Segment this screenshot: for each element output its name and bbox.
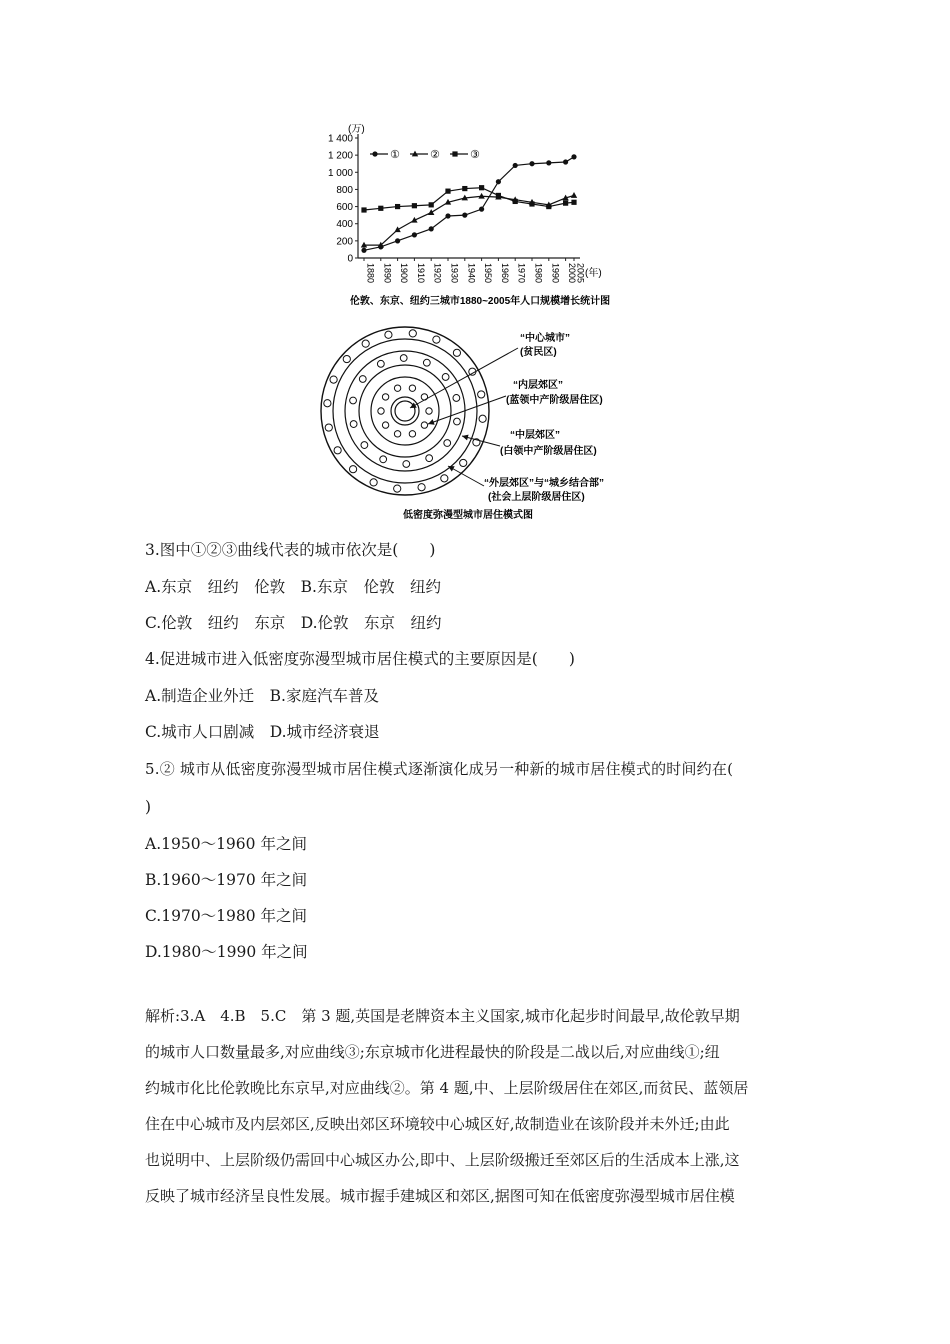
circle-marker: [513, 163, 518, 168]
square-marker: [479, 185, 484, 190]
question-4: 4.促进城市进入低密度弥漫型城市居住模式的主要原因是( ): [145, 650, 575, 668]
label-inner-suburb-desc: (蓝领中产阶级居住区): [506, 395, 603, 406]
circle-marker: [445, 213, 450, 218]
analysis-line: 住在中心城市及内层郊区,反映出郊区环境较中心城区好,故制造业在该阶段并未外迁;由此: [145, 1115, 730, 1133]
residence-dot: [380, 456, 387, 463]
residence-dot: [350, 397, 357, 404]
square-marker: [395, 204, 400, 209]
residence-dot: [324, 400, 331, 407]
residence-dot: [426, 455, 433, 462]
residence-dot: [377, 360, 384, 367]
label-center-city-desc: (贫民区): [520, 347, 557, 358]
question-3-options-cd: C.伦敦 纽约 东京 D.伦敦 东京 纽约: [145, 614, 442, 632]
circle-marker: [546, 160, 551, 165]
square-marker: [429, 202, 434, 207]
legend-label: ③: [470, 149, 480, 161]
residence-dot: [382, 394, 388, 400]
chart-y-unit: (万): [348, 124, 365, 135]
question-5-option-a: A.1950～1960 年之间: [145, 835, 307, 853]
residence-dot: [343, 355, 350, 362]
y-tick-label: 1 200: [327, 150, 353, 162]
square-marker: [462, 186, 467, 191]
x-tick-label: 1910: [415, 263, 426, 284]
triangle-marker: [571, 192, 577, 198]
label-outer-suburb: “外层郊区”与“城乡结合部”: [484, 478, 604, 489]
x-tick-label: 1950: [483, 263, 494, 284]
circle-marker: [529, 161, 534, 166]
residence-dot: [442, 374, 449, 381]
residence-dot: [453, 395, 460, 402]
residence-dot: [426, 408, 432, 414]
question-5-continued: ): [145, 798, 152, 816]
question-3-options-ab: A.东京 纽约 伦敦 B.东京 伦敦 纽约: [145, 578, 441, 596]
circle-marker: [395, 238, 400, 243]
residence-dot: [382, 422, 388, 428]
x-tick-label: 1930: [449, 263, 460, 284]
square-marker: [546, 204, 551, 209]
analysis-line: 约城市化比伦敦晚比东京早,对应曲线②。第 4 题,中、上层阶级居住在郊区,而贫民、蓝领居: [145, 1079, 749, 1097]
arrow-head: [462, 435, 469, 441]
residence-dot: [444, 440, 451, 447]
residence-dot: [330, 376, 337, 383]
residence-dot: [394, 431, 400, 437]
y-tick-label: 0: [347, 253, 353, 265]
residence-dot: [423, 359, 430, 366]
chart-x-unit: (年): [585, 268, 602, 279]
zone-ring: [395, 401, 415, 421]
x-tick-label: 2000: [567, 263, 578, 284]
label-outer-suburb-desc: (社会上层阶级居住区): [488, 492, 585, 503]
circle-marker: [563, 159, 568, 164]
x-tick-label: 1990: [550, 263, 561, 284]
residence-dot: [385, 331, 392, 338]
x-tick-label: 1970: [516, 263, 527, 284]
label-inner-suburb: “内层郊区”: [513, 380, 563, 391]
residence-dot: [394, 485, 401, 492]
residence-dot: [409, 330, 416, 337]
residence-dot: [453, 349, 460, 356]
residence-dot: [349, 466, 356, 473]
series-2-line: [364, 195, 574, 245]
question-5-option-d: D.1980～1990 年之间: [145, 943, 308, 961]
diagram-dots: [324, 330, 486, 492]
x-tick-label: 1960: [499, 263, 510, 284]
question-5-option-b: B.1960～1970 年之间: [145, 871, 308, 889]
residence-dot: [370, 479, 377, 486]
square-marker: [412, 203, 417, 208]
residence-dot: [421, 422, 427, 428]
residence-dot: [433, 336, 440, 343]
residence-dot: [400, 355, 407, 362]
chart-x-ticks: [364, 258, 586, 283]
square-marker: [529, 201, 534, 206]
residence-dot: [361, 442, 368, 449]
residence-dot: [394, 385, 400, 391]
square-marker: [563, 201, 568, 206]
triangle-marker: [428, 209, 434, 215]
y-tick-label: 200: [336, 236, 353, 248]
square-marker: [361, 207, 366, 212]
x-tick-label: 1880: [365, 263, 376, 284]
analysis-line: 反映了城市经济呈良性发展。城市握手建城区和郊区,据图可知在低密度弥漫型城市居住模: [145, 1187, 735, 1205]
residence-dot: [409, 385, 415, 391]
pointer-arrow: [428, 396, 506, 424]
circle-marker: [429, 226, 434, 231]
residence-dot: [334, 447, 341, 454]
analysis-line: 的城市人口数量最多,对应曲线③;东京城市化进程最快的阶段是二战以后,对应曲线①;纽: [145, 1043, 720, 1061]
question-4-options-ab: A.制造企业外迁 B.家庭汽车普及: [145, 687, 379, 705]
residence-dot: [479, 415, 486, 422]
residential-pattern-svg: [320, 326, 640, 526]
residence-dot: [350, 421, 357, 428]
x-tick-label: 1920: [432, 263, 443, 284]
zone-ring: [359, 365, 451, 457]
residence-dot: [359, 376, 366, 383]
chart-y-ticks: [328, 134, 358, 265]
circle-marker: [571, 154, 576, 159]
chart-series: [361, 154, 577, 253]
residence-dot: [409, 431, 415, 437]
y-tick-label: 600: [336, 202, 353, 214]
circle-marker: [372, 151, 377, 156]
chart-title: 伦敦、东京、纽约三城市1880~2005年人口规模增长统计图: [349, 296, 611, 307]
x-tick-label: 1900: [399, 263, 410, 284]
x-tick-label: 2005: [575, 263, 586, 284]
residential-pattern-diagram: [320, 326, 640, 526]
residence-dot: [454, 418, 461, 425]
diagram-title: 低密度弥漫型城市居住模式图: [403, 510, 533, 521]
residence-dot: [441, 475, 448, 482]
population-chart-svg: [318, 118, 638, 318]
circle-marker: [462, 213, 467, 218]
circle-marker: [361, 248, 366, 253]
residence-dot: [478, 391, 485, 398]
residence-dot: [418, 484, 425, 491]
x-tick-label: 1890: [382, 263, 393, 284]
y-tick-label: 400: [336, 219, 353, 231]
label-middle-suburb-desc: (白领中产阶级居住区): [500, 446, 597, 457]
residence-dot: [378, 408, 384, 414]
circle-marker: [412, 232, 417, 237]
triangle-marker: [478, 193, 484, 199]
x-tick-label: 1940: [466, 263, 477, 284]
y-tick-label: 800: [336, 184, 353, 196]
circle-marker: [479, 207, 484, 212]
residence-dot: [460, 459, 467, 466]
circle-marker: [496, 179, 501, 184]
question-4-options-cd: C.城市人口剧减 D.城市经济衰退: [145, 723, 380, 741]
legend-label: ②: [430, 149, 440, 161]
analysis-line: 解析:3.A 4.B 5.C 第 3 题,英国是老牌资本主义国家,城市化起步时间最早,故伦敦早期: [145, 1007, 740, 1025]
question-3: 3.图中①②③曲线代表的城市依次是( ): [145, 541, 436, 559]
legend-label: ①: [390, 149, 400, 161]
x-tick-label: 1980: [533, 263, 544, 284]
question-5-option-c: C.1970～1980 年之间: [145, 907, 308, 925]
question-5: 5.② 城市从低密度弥漫型城市居住模式逐渐演化成另一种新的城市居住模式的时间约在(: [145, 760, 734, 778]
square-marker: [452, 151, 457, 156]
triangle-marker: [394, 226, 400, 232]
label-center-city: “中心城市”: [520, 333, 570, 344]
analysis-line: 也说明中、上层阶级仍需回中心城区办公,即中、上层阶级搬迁至郊区后的生活成本上涨,这: [145, 1151, 740, 1169]
label-middle-suburb: “中层郊区”: [510, 430, 560, 441]
square-marker: [378, 206, 383, 211]
square-marker: [496, 193, 501, 198]
residence-dot: [362, 340, 369, 347]
chart-legend: [370, 149, 480, 161]
residence-dot: [325, 424, 332, 431]
square-marker: [445, 189, 450, 194]
square-marker: [571, 200, 576, 205]
square-marker: [513, 199, 518, 204]
y-tick-label: 1 400: [327, 133, 353, 145]
y-tick-label: 1 000: [327, 167, 353, 179]
zone-ring: [345, 351, 465, 471]
residence-dot: [403, 461, 410, 468]
population-line-chart: [318, 118, 638, 318]
